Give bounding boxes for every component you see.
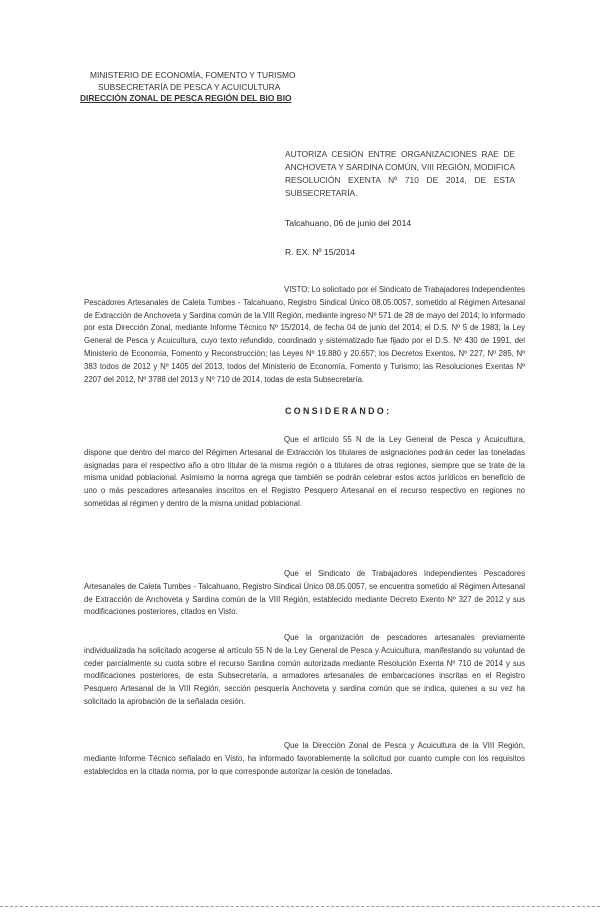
resolution-number: R. EX. Nº 15/2014	[285, 247, 356, 257]
resolution-date: Talcahuano, 06 de junio del 2014	[285, 218, 412, 228]
page-bottom-rule	[0, 906, 600, 907]
considerando-paragraph-4	[84, 740, 525, 778]
considerando-paragraph-1	[84, 434, 525, 511]
directorate-name: DIRECCIÓN ZONAL DE PESCA REGIÓN DEL BIO BIO	[80, 93, 292, 103]
considerando-text-4: Que la Dirección Zonal de Pesca y Acuicultura de la VIII Región, mediante Informe Técnico señalado en Visto, ha informado favorablemente la solicitud por cuanto cumple con los requisitos establecidos en la citada norma, por lo que corresponde autorizar la cesión de toneladas.	[84, 741, 525, 776]
resolution-subject: AUTORIZA CESIÓN ENTRE ORGANIZACIONES RAE DE ANCHOVETA Y SARDINA COMÚN, VIII REGIÓN, MODIFICA RESOLUCIÓN EXENTA Nº 710 DE 2014, DE ESTA SUBSECRETARÍA.	[285, 149, 515, 198]
considerando-paragraph-3	[84, 632, 525, 709]
considerando-text-2: Que el Sindicato de Trabajadores Independientes Pescadores Artesanales de Caleta Tumbes - Talcahuano, Registro Sindical Único 08.05.0057, se encuentra sometido al Régimen Artesanal de Extracción de Anchoveta y Sardina común de la VIII Región, establecido mediante Decreto Exento Nº 327 de 2012 y sus modificaciones posteriores, citados en Visto.	[84, 569, 525, 617]
ministry-name: MINISTERIO DE ECONOMÍA, FOMENTO Y TURISMO	[90, 70, 296, 80]
considerando-heading: CONSIDERANDO:	[285, 406, 392, 416]
undersecretariat-name: SUBSECRETARÍA DE PESCA Y ACUICULTURA	[98, 81, 281, 92]
considerando-paragraph-2	[84, 568, 525, 619]
considerando-text-3: Que la organización de pescadores artesanales previamente individualizada ha solicitado acogerse al artículo 55 N de la Ley General de Pesca y Acuicultura, manifestando su voluntad de ceder parcialmente su cuota sobre el recurso Sardina común autorizada mediante Resolución Exenta Nº 710 de 2014 y sus modificaciones posteriores, de esta Subsecretaría, a armadores artesanales de embarcaciones inscritas en el Registro Pesquero Artesanal de la VIII Región, sección pesquería Anchoveta y sardina común que se indica, quienes a su vez ha solicitado la aprobación de la señalada cesión.	[84, 633, 525, 706]
considerando-text-1: Que el artículo 55 N de la Ley General de Pesca y Acuicultura, dispone que dentro del marco del Régimen Artesanal de Extracción los titulares de asignaciones podrán ceder las toneladas asignadas para el respectivo año a otro titular de la misma región o a titulares de otras regiones, siempre que se trate de la misma unidad poblacional. Asimismo la norma agrega que también se podrán celebrar estos actos jurídicos en beneficio de uno o más pescadores artesanales inscritos en el Registro Pesquero Artesanal en el recurso respectivo en regiones no sometidas al régimen y dentro de la misma unidad poblacional.	[84, 435, 525, 508]
visto-text: VISTO: Lo solicitado por el Sindicato de Trabajadores Independientes Pescadores Artesanales de Caleta Tumbes - Talcahuano, Registro Sindical Único 08.05.0057, sometido al Régimen Artesanal de Extracción de Anchoveta y Sardina común de la VIII Región, mediante ingreso Nº 571 de 28 de mayo del 2014; lo informado por esta Dirección Zonal, mediante Informe Técnico Nº 15/2014, de fecha 04 de junio del 2014; el D.S. Nº 5 de 1983; la Ley General de Pesca y Acuicultura, cuyo texto refundido, coordinado y sistematizado fue fijado por el D.S. Nº 430 de 1991, del Ministerio de Economía, Fomento y Reconstrucción; las Leyes Nº 19.880 y 20.657; los Decretos Exentos, Nº 227, Nº 285, Nº 383 todos de 2012 y Nº 1405 del 2013, todos del Ministerio de Economía, Fomento y Turismo; las Resoluciones Exentas Nº 2207 del 2012, Nº 3788 del 2013 y Nº 710 de 2014, todas de esta Subsecretaría.	[84, 285, 525, 384]
visto-paragraph	[84, 284, 525, 386]
letterhead	[70, 70, 350, 105]
